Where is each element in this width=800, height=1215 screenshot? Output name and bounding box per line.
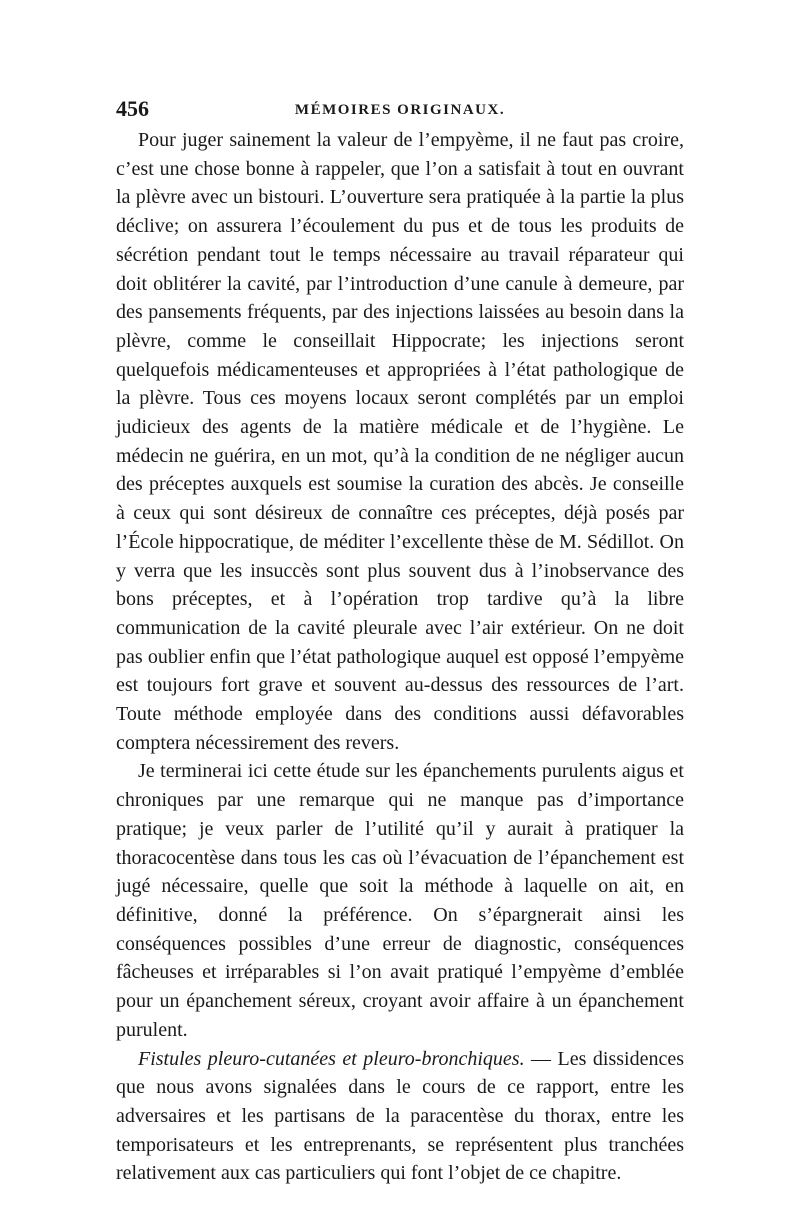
book-page: [116, 96, 684, 1188]
paragraph-1: Pour juger sainement la valeur de l’empyème, il ne faut pas croire, c’est une chose bonne à rappeler, que l’on a satisfait à tout en ouvrant la plèvre avec un bistouri. L’ouverture sera pratiquée à la partie la plus déclive; on assurera l’écoulement du pus et de tous les produits de sécrétion pendant tout le temps nécessaire au travail réparateur qui doit oblitérer la cavité, par l’introduction d’une canule à demeure, par des pansements fréquents, par des injections laissées au besoin dans la plèvre, comme le conseillait Hippocrate; les injections seront quelquefois médicamenteuses et appropriées à l’état pathologique de la plèvre. Tous ces moyens locaux seront complétés par un emploi judicieux des agents de la matière médicale et de l’hygiène. Le médecin ne guérira, en un mot, qu’à la condition de ne négliger aucun des préceptes auxquels est soumise la curation des abcès. Je conseille à ceux qui sont désireux de connaître ces préceptes, déjà posés par l’École hippocratique, de méditer l’excellente thèse de M. Sédillot. On y verra que les insuccès sont plus souvent dus à l’inobservance des bons préceptes, et à l’opération trop tardive qu’à la libre communication de la cavité pleurale avec l’air extérieur. On ne doit pas oublier enfin que l’état pathologique auquel est opposé l’empyème est toujours fort grave et souvent au-dessus des ressources de l’art. Toute méthode employée dans des conditions aussi défavorables comptera nécessirement des revers.: [116, 129, 684, 754]
paragraph-3: [116, 1045, 684, 1189]
paragraph-2: Je terminerai ici cette étude sur les épanchements purulents aigus et chroniques par une remarque qui ne manque pas d’importance pratique; je veux parler de l’utilité qu’il y aurait à pratiquer la thoracocentèse dans tous les cas où l’évacuation de l’épanchement est jugé nécessaire, quelle que soit la méthode à laquelle on ait, en définitive, donné la préférence. On s’épargnerait ainsi les conséquences possibles d’une erreur de diagnostic, conséquences fâcheuses et irréparables si l’on avait pratiqué l’empyème d’emblée pour un épanchement séreux, croyant avoir affaire à un épanchement purulent.: [116, 760, 684, 1041]
paragraph-3-text: — Les dissidences que nous avons signalées dans le cours de ce rapport, entre les adversaires et les partisans de la paracentèse du thorax, entre les temporisateurs et les entreprenants, se représentent plus tranchées relativement aux cas particuliers qui font l’objet de ce chapitre.: [116, 1047, 684, 1185]
running-title: MÉMOIRES ORIGINAUX.: [294, 102, 506, 118]
running-head: [116, 96, 684, 124]
page-number: 456: [116, 96, 149, 121]
body-text: [116, 126, 684, 1188]
section-title: Fistules pleuro-cutanées et pleuro-bronchiques.: [138, 1047, 525, 1070]
